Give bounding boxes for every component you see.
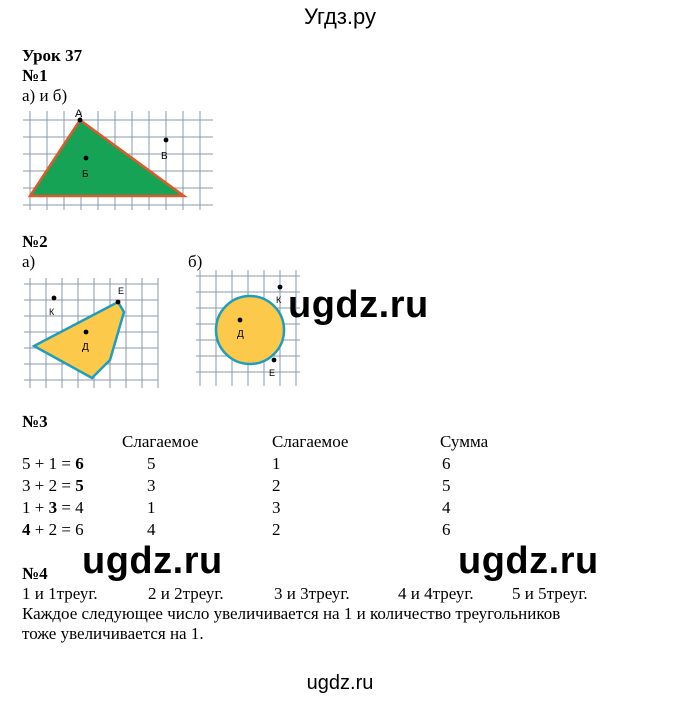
task1-number: №1 — [22, 66, 48, 85]
watermark: ugdz.ru — [288, 284, 429, 326]
task4-text-line2: тоже увеличивается на 1. — [22, 624, 204, 643]
list-item: 5 и 5треуг. — [512, 584, 588, 603]
task4-items — [22, 584, 662, 604]
point-d-dot — [238, 318, 243, 323]
table-row — [22, 520, 482, 542]
point-b-label: Б — [82, 169, 89, 180]
point-k-label: К — [276, 295, 282, 305]
task1-sub: а) и б) — [22, 86, 68, 105]
task2-sub-b: б) — [188, 252, 203, 271]
addend-1-cell: 3 — [147, 476, 156, 495]
task4-number: №4 — [22, 564, 48, 583]
point-v-label: В — [161, 151, 168, 162]
header-sum: Сумма — [440, 432, 489, 451]
watermark: ugdz.ru — [82, 540, 223, 582]
point-k-label: К — [49, 307, 55, 317]
table-row — [22, 498, 482, 520]
point-k-dot — [52, 296, 57, 301]
addend-2-cell: 3 — [272, 498, 281, 517]
list-item: 1 и 1треуг. — [22, 584, 98, 603]
table-row — [22, 454, 482, 476]
addend-2-cell: 1 — [272, 454, 281, 473]
list-item: 3 и 3треуг. — [274, 584, 350, 603]
point-e-label: Е — [118, 286, 125, 296]
task1-figure — [18, 106, 218, 212]
header-addend-2: Слагаемое — [272, 432, 349, 451]
list-item: 4 и 4треуг. — [398, 584, 474, 603]
watermark: ugdz.ru — [458, 540, 599, 582]
task2-number: №2 — [22, 232, 48, 251]
equation: 4 + 2 = 6 — [22, 520, 84, 539]
list-item: 2 и 2треуг. — [148, 584, 224, 603]
point-d-dot — [84, 330, 89, 335]
site-title: Угдз.ру — [303, 4, 377, 29]
equation: 1 + 3 = 4 — [22, 498, 84, 517]
point-v-dot — [164, 138, 169, 143]
point-k-dot — [278, 285, 283, 290]
addend-1-cell: 4 — [147, 520, 156, 539]
task3-number: №3 — [22, 412, 48, 431]
sum-cell: 6 — [442, 454, 451, 473]
task3-header-row — [22, 432, 489, 454]
site-footer: ugdz.ru — [306, 672, 374, 694]
task2a-figure — [22, 276, 162, 392]
point-a-label: А — [75, 108, 83, 120]
point-e-dot — [272, 358, 277, 363]
lesson-title: Урок 37 — [22, 46, 83, 65]
point-d-label: Д — [237, 329, 244, 340]
point-b-dot — [84, 156, 89, 161]
point-e-dot — [116, 300, 121, 305]
table-row — [22, 476, 482, 498]
point-d-label: Д — [82, 342, 89, 353]
addend-1-cell: 1 — [147, 498, 156, 517]
sum-cell: 4 — [442, 498, 451, 517]
sum-cell: 6 — [442, 520, 451, 539]
task4-text-line1: Каждое следующее число увеличивается на 1 и количество треугольников — [22, 604, 561, 623]
addend-1-cell: 5 — [147, 454, 156, 473]
sum-cell: 5 — [442, 476, 451, 495]
point-e-label: Е — [269, 368, 276, 378]
header-addend-1: Слагаемое — [122, 432, 199, 451]
addend-2-cell: 2 — [272, 476, 281, 495]
circle-shape — [216, 296, 284, 364]
addend-2-cell: 2 — [272, 520, 281, 539]
equation: 5 + 1 = 6 — [22, 454, 84, 473]
task2-sub-a: а) — [22, 252, 36, 271]
equation: 3 + 2 = 5 — [22, 476, 84, 495]
